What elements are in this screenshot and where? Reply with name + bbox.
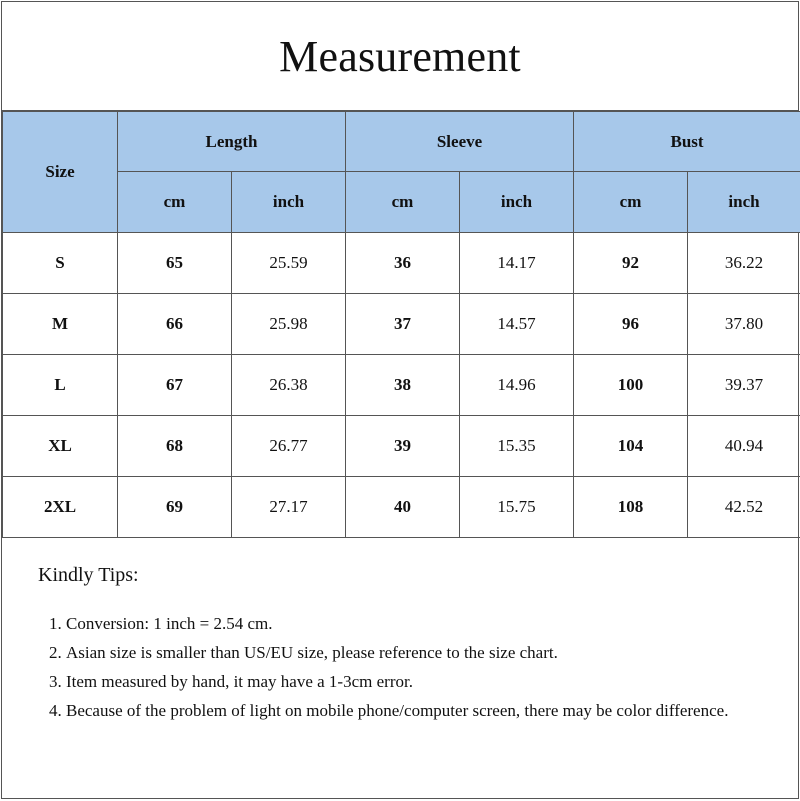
unit-header-row	[3, 172, 800, 233]
unit-header: inch	[232, 172, 346, 233]
size-column-header: Size	[3, 112, 118, 233]
sleeve-cm-cell: 36	[346, 233, 460, 294]
sleeve-group-header: Sleeve	[346, 112, 574, 172]
sleeve-inch-cell: 14.96	[460, 355, 574, 416]
length-cm-cell: 65	[118, 233, 232, 294]
size-cell: S	[3, 233, 118, 294]
unit-header: inch	[688, 172, 800, 233]
bust-cm-cell: 96	[574, 294, 688, 355]
length-inch-cell: 27.17	[232, 477, 346, 538]
sleeve-inch-cell: 14.17	[460, 233, 574, 294]
sleeve-inch-cell: 15.75	[460, 477, 574, 538]
table-row	[3, 294, 800, 355]
bust-inch-cell: 37.80	[688, 294, 800, 355]
bust-inch-cell: 36.22	[688, 233, 800, 294]
table-row	[3, 233, 800, 294]
bust-inch-cell: 42.52	[688, 477, 800, 538]
size-cell: M	[3, 294, 118, 355]
tips-list	[38, 609, 778, 725]
sleeve-cm-cell: 39	[346, 416, 460, 477]
bust-group-header: Bust	[574, 112, 800, 172]
sleeve-inch-cell: 15.35	[460, 416, 574, 477]
length-group-header: Length	[118, 112, 346, 172]
size-cell: 2XL	[3, 477, 118, 538]
length-cm-cell: 66	[118, 294, 232, 355]
unit-header: cm	[118, 172, 232, 233]
length-cm-cell: 68	[118, 416, 232, 477]
unit-header: cm	[346, 172, 460, 233]
length-cm-cell: 67	[118, 355, 232, 416]
length-cm-cell: 69	[118, 477, 232, 538]
bust-inch-cell: 39.37	[688, 355, 800, 416]
length-inch-cell: 25.98	[232, 294, 346, 355]
size-cell: XL	[3, 416, 118, 477]
tips-title: Kindly Tips:	[38, 564, 778, 587]
sleeve-cm-cell: 38	[346, 355, 460, 416]
page-title: Measurement	[2, 2, 798, 111]
bust-cm-cell: 92	[574, 233, 688, 294]
bust-inch-cell: 40.94	[688, 416, 800, 477]
bust-cm-cell: 100	[574, 355, 688, 416]
table-row	[3, 477, 800, 538]
bust-cm-cell: 104	[574, 416, 688, 477]
unit-header: inch	[460, 172, 574, 233]
size-chart-frame	[1, 1, 799, 799]
sleeve-inch-cell: 14.57	[460, 294, 574, 355]
tip-item: 4. Because of the problem of light on mobile phone/computer screen, there may be color difference.	[66, 696, 778, 725]
size-cell: L	[3, 355, 118, 416]
length-inch-cell: 26.77	[232, 416, 346, 477]
length-inch-cell: 25.59	[232, 233, 346, 294]
tip-item: 3. Item measured by hand, it may have a 1-3cm error.	[66, 667, 778, 696]
bust-cm-cell: 108	[574, 477, 688, 538]
group-header-row	[3, 112, 800, 172]
tips-section	[38, 564, 778, 725]
length-inch-cell: 26.38	[232, 355, 346, 416]
size-table	[2, 111, 800, 538]
table-row	[3, 355, 800, 416]
table-row	[3, 416, 800, 477]
sleeve-cm-cell: 40	[346, 477, 460, 538]
sleeve-cm-cell: 37	[346, 294, 460, 355]
tip-item: 1. Conversion: 1 inch = 2.54 cm.	[66, 609, 778, 638]
tip-item: 2. Asian size is smaller than US/EU size, please reference to the size chart.	[66, 638, 778, 667]
unit-header: cm	[574, 172, 688, 233]
